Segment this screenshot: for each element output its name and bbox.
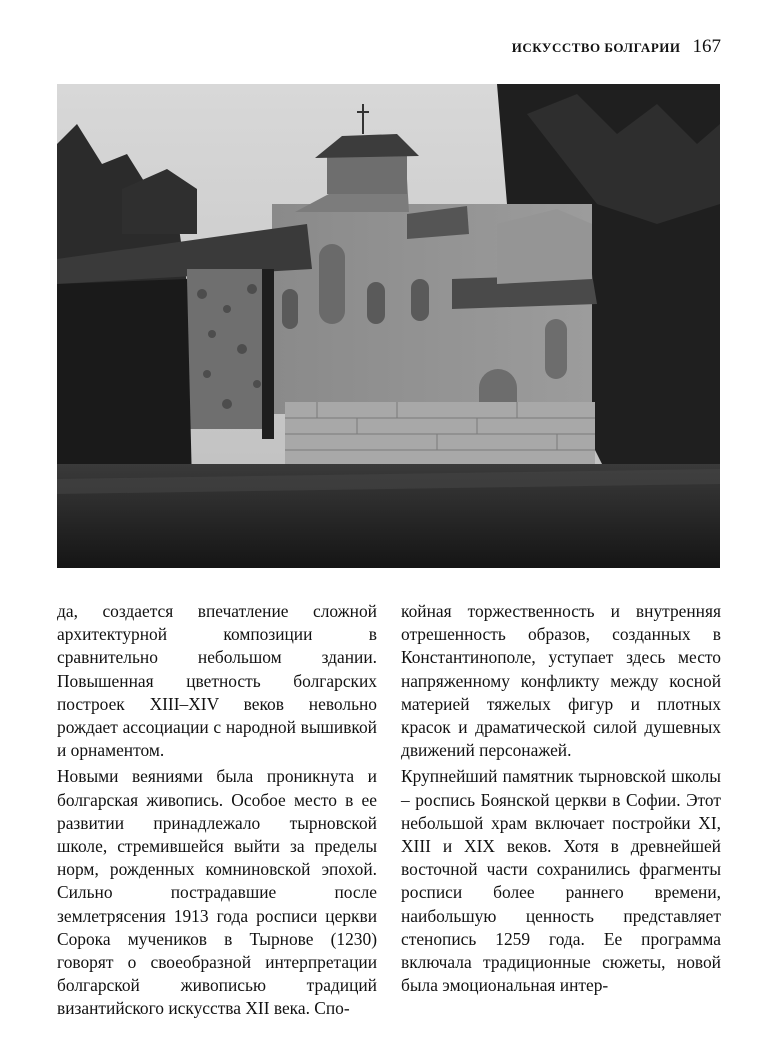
page-number: 167 <box>692 36 721 57</box>
section-title: ИСКУССТВО БОЛГАРИИ <box>511 40 681 55</box>
paragraph: Крупнейший памятник тырновской школы – роспись Боянской церкви в Софии. Этот небольшой храм включает постройки XI, XIII и XIX веков. Хотя в древнейшей восточной части сохранились фрагменты росписи более раннего времени, наибольшую ценность представляет стенопись 1259 года. Ее программа включала традиционные сюжеты, новой была эмоциональная интер- <box>401 766 721 996</box>
paragraph: Новыми веяниями была проникнута и болгарская живопись. Особое место в ее развитии принадлежало тырновской школе, стремившейся выйти за пределы норм, рожденных комниновской эпохой. Сильно пострадавшие после землетрясения 1913 года росписи церкви Сорока мучеников в Тырнове (1230) говорят о своеобразной интерпретации болгарской живописью традиций византийского искусства XII века. Спо- <box>57 766 377 1019</box>
running-head <box>512 36 721 58</box>
text-column-right <box>401 600 721 997</box>
paragraph: да, создается впечатление сложной архитектурной композиции в сравнительно небольшом здании. Повышенная цветность болгарских построек XIII–XIV веков невольно рождает ассоциации с народной вышивкой и орнаментом. <box>57 601 377 761</box>
text-column-left <box>57 600 377 1021</box>
paragraph: койная торжественность и внутренняя отрешенность образов, созданных в Константинополе, уступает здесь место напряженному конфликту между косной материей тяжелых фигур и плотных красок и драматической силой душевных движений персонажей. <box>401 601 721 761</box>
church-photograph <box>57 84 720 568</box>
